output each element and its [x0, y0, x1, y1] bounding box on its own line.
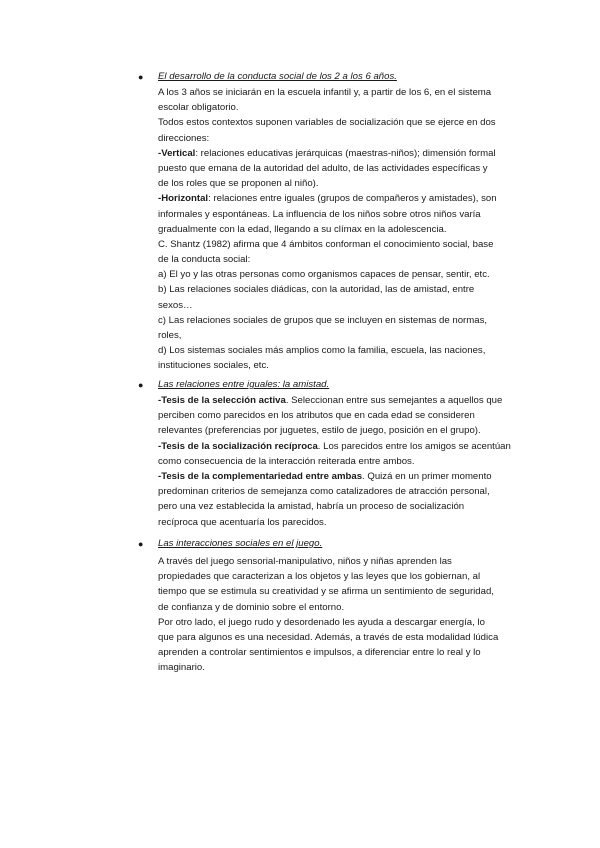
paragraph-line	[158, 515, 520, 530]
section-heading-row	[0, 537, 600, 553]
text-run: recíproca que acentuaría los parecidos.	[158, 516, 327, 528]
paragraph-line	[158, 146, 520, 161]
paragraph-line	[158, 343, 520, 358]
text-run: pero una vez establecida la amistad, habría un proceso de socialización	[158, 501, 465, 513]
paragraph-line	[158, 222, 520, 237]
text-run: puesto que emana de la autoridad del adulto, de las actividades específicas y	[158, 162, 488, 174]
text-run: . Los parecidos entre los amigos se acentúan	[317, 440, 511, 452]
paragraph-line	[158, 328, 520, 343]
paragraph-line	[158, 554, 520, 569]
bullet-icon: ●	[138, 539, 144, 549]
text-run: : relaciones educativas jerárquicas (maestras-niños); dimensión formal	[195, 147, 496, 159]
text-run: a) El yo y las otras personas como organismos capaces de pensar, sentir, etc.	[158, 269, 490, 281]
section-amistad	[0, 378, 600, 528]
paragraph-line	[158, 115, 520, 130]
text-run: : relaciones entre iguales (grupos de compañeros y amistades), son	[208, 193, 497, 205]
text-run: gradualmente con la edad, llegando a su clímax en la adolescencia.	[158, 223, 447, 235]
text-run: Por otro lado, el juego rudo y desordenado les ayuda a descargar energía, lo	[158, 616, 485, 628]
text-run: aprenden a controlar sentimientos e impulsos, a diferenciar entre lo real y lo	[158, 647, 481, 659]
text-run: Todos estos contextos suponen variables de socialización que se ejerce en dos	[158, 117, 496, 129]
paragraph-line	[158, 237, 520, 252]
text-run: b) Las relaciones sociales diádicas, con la autoridad, las de amistad, entre	[158, 284, 475, 296]
text-run: roles,	[158, 330, 182, 341]
text-run: relevantes (preferencias por juguetes, estilo de juego, posición en el grupo).	[158, 425, 481, 437]
section-heading: El desarrollo de la conducta social de los 2 a los 6 años.	[158, 71, 397, 82]
bold-term: -Tesis de la complementariedad entre ambas	[158, 470, 363, 482]
section-heading: Las interacciones sociales en el juego.	[158, 538, 323, 549]
text-run: que para algunos es una necesidad. Además, a través de esta modalidad lúdica	[158, 631, 499, 643]
section-body	[158, 393, 520, 530]
paragraph-line	[158, 499, 520, 514]
paragraph-line	[158, 569, 520, 584]
text-run: direcciones:	[158, 132, 210, 144]
paragraph-line	[158, 660, 520, 675]
paragraph-line	[158, 131, 520, 146]
section-juego	[0, 537, 600, 674]
section-body	[158, 554, 520, 676]
text-run: de confianza y de dominio sobre el entorno.	[158, 601, 345, 613]
paragraph-line	[158, 85, 520, 100]
section-heading-row	[0, 378, 600, 394]
section-conducta-social	[0, 70, 600, 372]
text-run: . Seleccionan entre sus semejantes a aquellos que	[285, 395, 503, 406]
paragraph-line	[158, 439, 520, 454]
paragraph-line	[158, 313, 520, 328]
bold-term: -Vertical	[158, 147, 196, 159]
text-run: c) Las relaciones sociales de grupos que se incluyen en sistemas de normas,	[158, 314, 488, 326]
section-heading: Las relaciones entre iguales: la amistad.	[158, 379, 330, 390]
paragraph-line	[158, 600, 520, 615]
paragraph-line	[158, 645, 520, 660]
paragraph-line	[158, 267, 520, 282]
paragraph-line	[158, 484, 520, 499]
text-run: d) Los sistemas sociales más amplios como la familia, escuela, las naciones,	[158, 345, 486, 357]
paragraph-line	[158, 161, 520, 176]
text-run: sexos…	[158, 299, 193, 311]
paragraph-line	[158, 207, 520, 222]
text-run: escolar obligatorio.	[158, 102, 239, 114]
paragraph-line	[158, 298, 520, 313]
paragraph-line	[158, 423, 520, 438]
bold-term: -Tesis de la socialización recíproca	[158, 440, 318, 452]
bold-term: -Tesis de la selección activa	[158, 395, 286, 406]
bold-term: -Horizontal	[158, 193, 209, 205]
paragraph-line	[158, 176, 520, 191]
text-run: perciben como parecidos en los atributos que en cada edad se consideren	[158, 410, 475, 422]
paragraph-line	[158, 100, 520, 115]
paragraph-line	[158, 454, 520, 469]
section-heading-row	[0, 70, 600, 86]
paragraph-line	[158, 191, 520, 206]
bullet-icon: ●	[138, 380, 144, 390]
bullet-icon: ●	[138, 72, 144, 82]
paragraph-line	[158, 469, 520, 484]
text-run: predominan criterios de semejanza como catalizadores de atracción personal,	[158, 486, 490, 498]
text-run: C. Shantz (1982) afirma que 4 ámbitos conforman el conocimiento social, base	[158, 238, 494, 250]
paragraph-line	[158, 393, 520, 408]
text-run: . Quizá en un primer momento	[362, 470, 492, 482]
paragraph-line	[158, 630, 520, 645]
paragraph-line	[158, 358, 520, 373]
paragraph-line	[158, 584, 520, 599]
text-run: A través del juego sensorial-manipulativo, niños y niñas aprenden las	[158, 556, 452, 567]
text-run: imaginario.	[158, 662, 205, 674]
section-body	[158, 85, 520, 374]
text-run: propiedades que caracterizan a los objetos y las leyes que los gobiernan, al	[158, 571, 481, 583]
text-run: tiempo que se estimula su creatividad y se afirma un sentimiento de seguridad,	[158, 586, 494, 598]
text-run: como consecuencia de la interacción reiterada entre ambos.	[158, 455, 415, 467]
text-run: instituciones sociales, etc.	[158, 360, 269, 372]
text-run: de la conducta social:	[158, 254, 251, 266]
paragraph-line	[158, 615, 520, 630]
paragraph-line	[158, 252, 520, 267]
text-run: informales y espontáneas. La influencia de los niños sobre otros niños varía	[158, 208, 481, 220]
paragraph-line	[158, 408, 520, 423]
text-run: de los roles que se proponen al niño).	[158, 178, 319, 190]
text-run: A los 3 años se iniciarán en la escuela infantil y, a partir de los 6, en el sistema	[158, 87, 492, 98]
paragraph-line	[158, 282, 520, 297]
